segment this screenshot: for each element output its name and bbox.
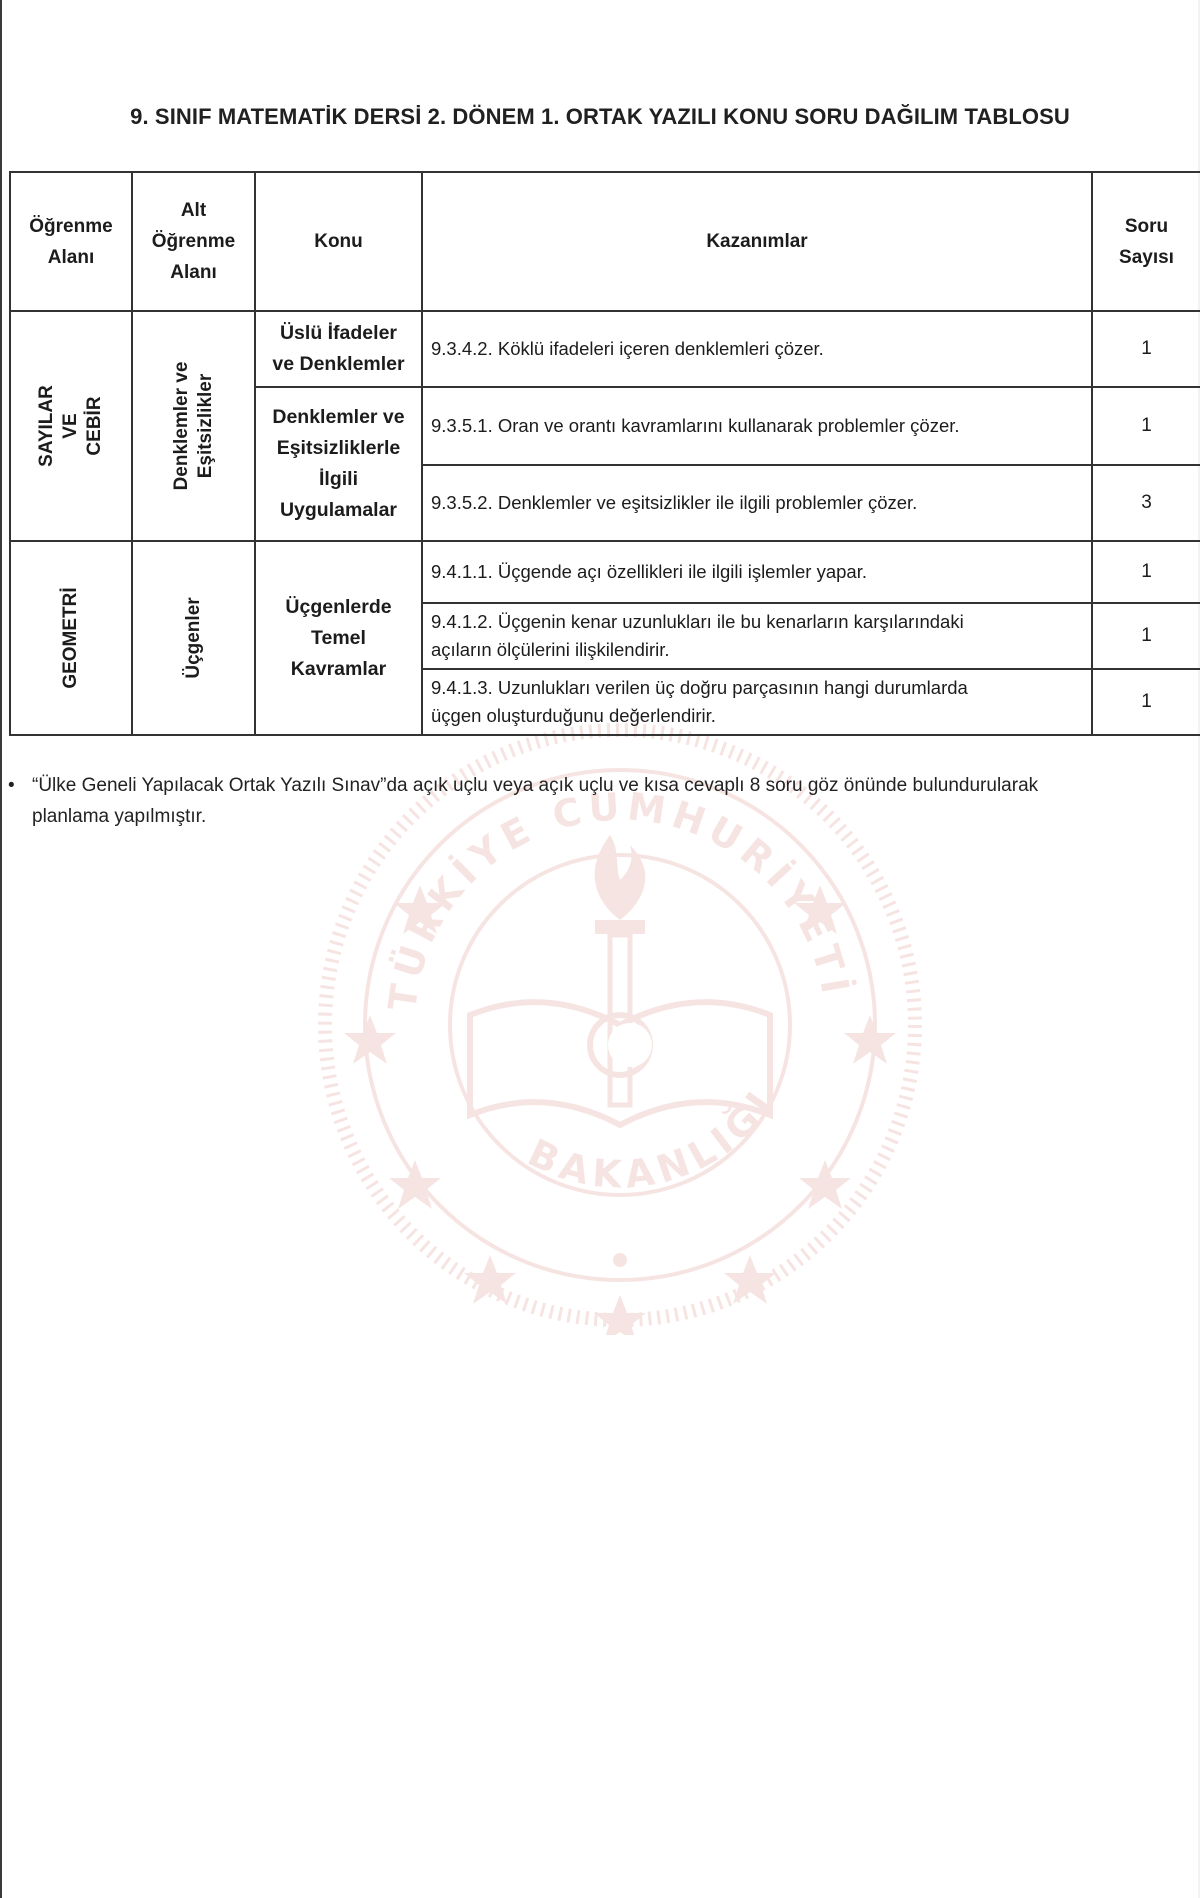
distribution-table — [9, 171, 1200, 736]
kazanim-line: 9.4.1.2. Üçgenin kenar uzunlukları ile bu kenarların karşılarındaki — [431, 611, 964, 632]
bullet-icon: • — [8, 775, 15, 796]
header-kazanimlar: Kazanımlar — [422, 172, 1092, 311]
page-left-edge — [0, 0, 2, 1898]
watermark-left-text: TÜRKİYE CUMHURİYETİ — [380, 784, 859, 1014]
konu-line: Kavramlar — [290, 657, 387, 680]
footnote — [8, 770, 1188, 832]
ogrenme-alani-line: VE — [60, 413, 81, 439]
konu-cell — [255, 311, 422, 387]
konu-line: Eşitsizliklerle — [276, 437, 401, 459]
header-soru-sayisi-line: Soru — [1124, 215, 1169, 237]
kazanim-cell — [422, 669, 1092, 735]
footnote-text: “Ülke Geneli Yapılacak Ortak Yazılı Sınav”da açık uçlu veya açık uçlu ve kısa cevaplı 8 soru göz önünde bulundurularak — [32, 775, 1039, 796]
soru-sayisi-cell: 1 — [1092, 311, 1200, 387]
ogrenme-alani-line: SAYILAR — [36, 385, 57, 467]
ogrenme-alani-line: GEOMETRİ — [60, 587, 81, 689]
header-alt-ogrenme-alani-line: Alanı — [170, 262, 217, 283]
ogrenme-alani-cell — [10, 311, 132, 541]
kazanim-line: açıların ölçülerini ilişkilendirir. — [431, 639, 670, 660]
soru-sayisi-cell: 1 — [1092, 541, 1200, 603]
alt-ogrenme-alani-line: Denklemler ve — [170, 361, 192, 491]
kazanim-line: 9.4.1.3. Uzunlukları verilen üç doğru parçasının hangi durumlarda — [431, 677, 968, 698]
header-konu: Konu — [255, 172, 422, 311]
soru-sayisi-cell: 1 — [1092, 603, 1200, 669]
page-title: 9. SINIF MATEMATİK DERSİ 2. DÖNEM 1. ORTAK YAZILI KONU SORU DAĞILIM TABLOSU — [130, 104, 1070, 129]
alt-ogrenme-alani-line: Üçgenler — [182, 597, 204, 679]
konu-cell — [255, 541, 422, 735]
alt-ogrenme-alani-cell — [132, 311, 255, 541]
soru-sayisi-cell: 1 — [1092, 669, 1200, 735]
alt-ogrenme-alani-vertical-text — [170, 362, 218, 491]
kazanim-cell: 9.4.1.1. Üçgende açı özellikleri ile ilgili işlemler yapar. — [422, 541, 1092, 603]
ogrenme-alani-line: CEBİR — [84, 396, 105, 456]
kazanim-cell: 9.3.5.1. Oran ve orantı kavramlarını kullanarak problemler çözer. — [422, 387, 1092, 465]
kazanim-cell: 9.3.4.2. Köklü ifadeleri içeren denklemleri çözer. — [422, 311, 1092, 387]
kazanim-cell: 9.3.5.2. Denklemler ve eşitsizlikler ile ilgili problemler çözer. — [422, 465, 1092, 541]
svg-text:BAKANLIĞI — [521, 1080, 784, 1197]
header-ogrenme-alani-line: Öğrenme — [29, 215, 113, 237]
kazanim-cell — [422, 603, 1092, 669]
soru-sayisi-cell: 1 — [1092, 387, 1200, 465]
konu-line: Uygulamalar — [279, 499, 398, 521]
konu-line: ve Denklemler — [272, 353, 405, 375]
footnote-line: planlama yapılmıştır. — [32, 806, 207, 827]
konu-line: Üslü İfadeler — [279, 322, 398, 344]
ogrenme-alani-vertical-text — [59, 587, 83, 688]
footnote-line — [8, 770, 1188, 801]
header-ogrenme-alani — [10, 172, 132, 311]
header-alt-ogrenme-alani-line: Öğrenme — [151, 231, 236, 252]
header-alt-ogrenme-alani — [132, 172, 255, 311]
table-header-row — [10, 172, 1200, 311]
header-soru-sayisi-line: Sayısı — [1119, 246, 1174, 268]
table-row — [10, 541, 1200, 603]
table-row — [10, 311, 1200, 387]
ogrenme-alani-cell — [10, 541, 132, 735]
header-soru-sayisi — [1092, 172, 1200, 311]
alt-ogrenme-alani-vertical-text — [182, 597, 206, 678]
alt-ogrenme-alani-line: Eşitsizlikler — [194, 373, 216, 479]
header-alt-ogrenme-alani-line: Alt — [180, 200, 207, 221]
alt-ogrenme-alani-cell — [132, 541, 255, 735]
konu-line: Denklemler ve — [272, 406, 405, 428]
konu-line: Üçgenlerde — [285, 595, 392, 618]
konu-cell — [255, 387, 422, 541]
header-ogrenme-alani-line: Alanı — [47, 246, 95, 268]
konu-line: İlgili — [319, 468, 358, 490]
soru-sayisi-cell: 3 — [1092, 465, 1200, 541]
konu-line: Temel — [311, 626, 366, 649]
kazanim-line: üçgen oluşturduğunu değerlendirir. — [431, 705, 716, 726]
ogrenme-alani-vertical-text — [35, 385, 107, 467]
watermark-right-text: BAKANLIĞI — [521, 1079, 785, 1197]
